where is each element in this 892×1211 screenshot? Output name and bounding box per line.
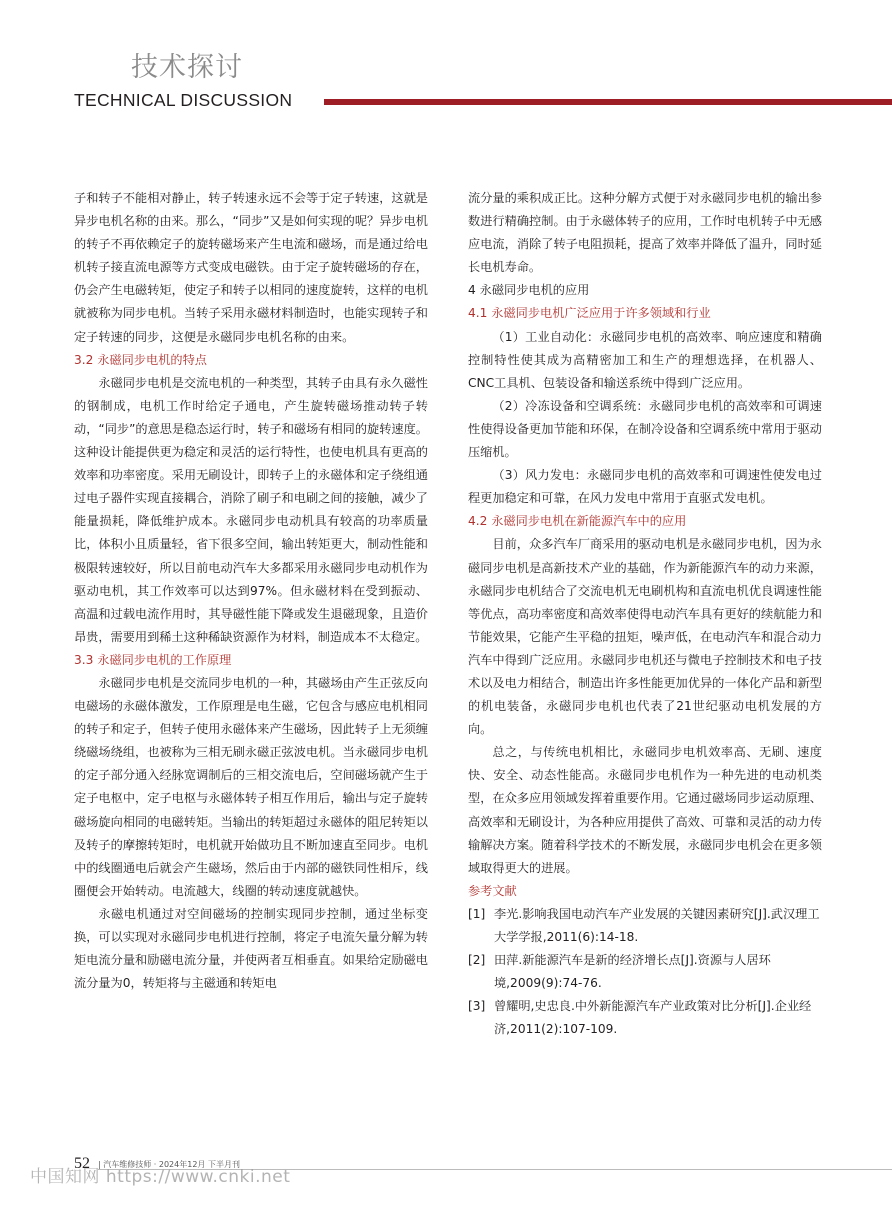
body-paragraph: （3）风力发电：永磁同步电机的高效率和可调速性使发电过程更加稳定和可靠，在风力发电中常用于直驱式发电机。 xyxy=(468,468,822,506)
section-heading: 3.2 永磁同步电机的特点 xyxy=(74,352,207,367)
section-heading: 参考文献 xyxy=(468,883,517,898)
reference-list xyxy=(468,903,822,1042)
section-heading: 4 永磁同步电机的应用 xyxy=(468,283,590,298)
reference-text: 田萍.新能源汽车是新的经济增长点[J].资源与人居环境,2009(9):74-76. xyxy=(494,953,771,991)
reference-number: [1] xyxy=(468,906,486,921)
body-paragraph: 子和转子不能相对静止，转子转速永远不会等于定子转速，这就是异步电机名称的由来。那么，“同步”又是如何实现的呢？异步电机的转子不再依赖定子的旋转磁场来产生电流和磁场，而是通过给电机转子接直流电源等方式变成电磁铁。由于定子旋转磁场的存在，仍会产生电磁转矩，使定子和转子以相同的速度旋转，这样的电机就被称为同步电机。当转子采用永磁材料制造时，也能实现转子和定子转速的同步，这便是永磁同步电机名称的由来。 xyxy=(74,191,428,344)
body-paragraph: 永磁同步电机是交流电机的一种类型，其转子由具有永久磁性的钢制成，电机工作时给定子通电，产生旋转磁场推动转子转动，“同步”的意思是稳态运行时，转子和磁场有相同的旋转速度。这种设计能提供更为稳定和灵活的运行特性，也使电机具有更高的效率和功率密度。采用无刷设计，即转子上的永磁体和定子绕组通过电子器件实现直接耦合，消除了刷子和电刷之间的接触，减少了能量损耗，降低维护成本。永磁同步电动机具有较高的功率质量比，体积小且质量轻，省下很多空间，输出转矩更大，制动性能和极限转速较好，所以目前电动汽车大多都采用永磁同步电动机作为驱动电机，其工作效率可以达到97%。但永磁材料在受到振动、高温和过载电流作用时，其导磁性能下降或发生退磁现象，且造价昂贵，需要用到稀土这种稀缺资源作为材料，制造成本不太稳定。 xyxy=(74,375,428,644)
reference-number: [3] xyxy=(468,999,486,1014)
body-paragraph: （2）冷冻设备和空调系统：永磁同步电机的高效率和可调速性使得设备更加节能和环保，在制冷设备和空调系统中常用于驱动压缩机。 xyxy=(468,398,822,460)
section-heading: 4.1 永磁同步电机广泛应用于许多领域和行业 xyxy=(468,306,711,321)
cnki-watermark: 中国知网 https://www.cnki.net xyxy=(30,1167,291,1187)
right-column-body xyxy=(468,187,822,903)
reference-text: 李光.影响我国电动汽车产业发展的关键因素研究[J].武汉理工大学学报,2011(6):14-18. xyxy=(494,906,820,944)
body-paragraph: 永磁同步电机是交流同步电机的一种，其磁场由产生正弦反向电磁场的永磁体激发，工作原理是电生磁，它包含与感应电机相同的转子和定子，但转子使用永磁体来产生磁场，因此转子上无须缠绕磁场绕组，也被称为三相无刷永磁正弦波电机。当永磁同步电机的定子部分通入经脉宽调制后的三相交流电后，空间磁场就产生于定子电枢中，定子电枢与永磁体转子相互作用后，输出与定子旋转磁场旋向相同的电磁转矩。当输出的转矩超过永磁体的阻尼转矩以及转子的摩擦转矩时，电机就开始做功且不断加速直至同步。电机中的线圈通电后就会产生磁场，然后由于内部的磁铁同性相斥，线圈便会开始转动。电流越大，线圈的转动速度就越快。 xyxy=(74,675,428,898)
reference-item xyxy=(468,949,822,995)
left-column xyxy=(74,187,428,995)
reference-text: 曾耀明,史忠良.中外新能源汽车产业政策对比分析[J].企业经济,2011(2):107-109. xyxy=(494,999,812,1037)
section-heading: 3.3 永磁同步电机的工作原理 xyxy=(74,652,232,667)
journal-info: | 汽车维修技师 · 2024年12月 下半月刊 xyxy=(98,1160,240,1169)
body-paragraph: 流分量的乘积成正比。这种分解方式便于对永磁同步电机的输出参数进行精确控制。由于永磁体转子的应用，工作时电机转子中无感应电流，消除了转子电阻损耗，提高了效率并降低了温升，同时延长电机寿命。 xyxy=(468,191,822,275)
section-heading: 4.2 永磁同步电机在新能源汽车中的应用 xyxy=(468,514,687,529)
body-paragraph: （1）工业自动化：永磁同步电机的高效率、响应速度和精确控制特性使其成为高精密加工和生产的理想选择，在机器人、CNC工具机、包装设备和输送系统中得到广泛应用。 xyxy=(468,329,822,390)
header-accent-bar xyxy=(324,99,892,105)
section-title-cn: 技术探讨 xyxy=(131,52,243,83)
right-column xyxy=(468,187,822,1041)
body-paragraph: 目前，众多汽车厂商采用的驱动电机是永磁同步电机，因为永磁同步电机是高新技术产业的基础，作为新能源汽车的动力来源，永磁同步电机结合了交流电机无电刷机构和直流电机优良调速性能等优点，高功率密度和高效率使得电动汽车具有更好的续航能力和节能效果，它能产生平稳的扭矩，噪声低，在电动汽车和混合动力汽车中得到广泛应用。永磁同步电机还与微电子控制技术和电子技术以及电力相结合，制造出许多性能更加优异的一体化产品和新型的机电装备，永磁同步电机也代表了21世纪驱动电机发展的方向。 xyxy=(468,537,822,737)
reference-item xyxy=(468,995,822,1041)
body-paragraph: 总之，与传统电机相比，永磁同步电机效率高、无刷、速度快、安全、动态性能高。永磁同步电机作为一种先进的电动机类型，在众多应用领域发挥着重要作用。它通过磁场同步运动原理、高效率和无刷设计，为各种应用提供了高效、可靠和灵活的动力传输解决方案。随着科学技术的不断发展，永磁同步电机会在更多领域取得更大的进展。 xyxy=(468,745,822,875)
reference-number: [2] xyxy=(468,953,486,968)
body-paragraph: 永磁电机通过对空间磁场的控制实现同步控制，通过坐标变换，可以实现对永磁同步电机进行控制，将定子电流矢量分解为转矩电流分量和励磁电流分量，并使两者互相垂直。如果给定励磁电流分量为0，转矩将与主磁通和转矩电 xyxy=(74,906,428,991)
section-title-en: TECHNICAL DISCUSSION xyxy=(74,90,293,110)
reference-item xyxy=(468,903,822,949)
page-number: 52 xyxy=(74,1155,90,1172)
